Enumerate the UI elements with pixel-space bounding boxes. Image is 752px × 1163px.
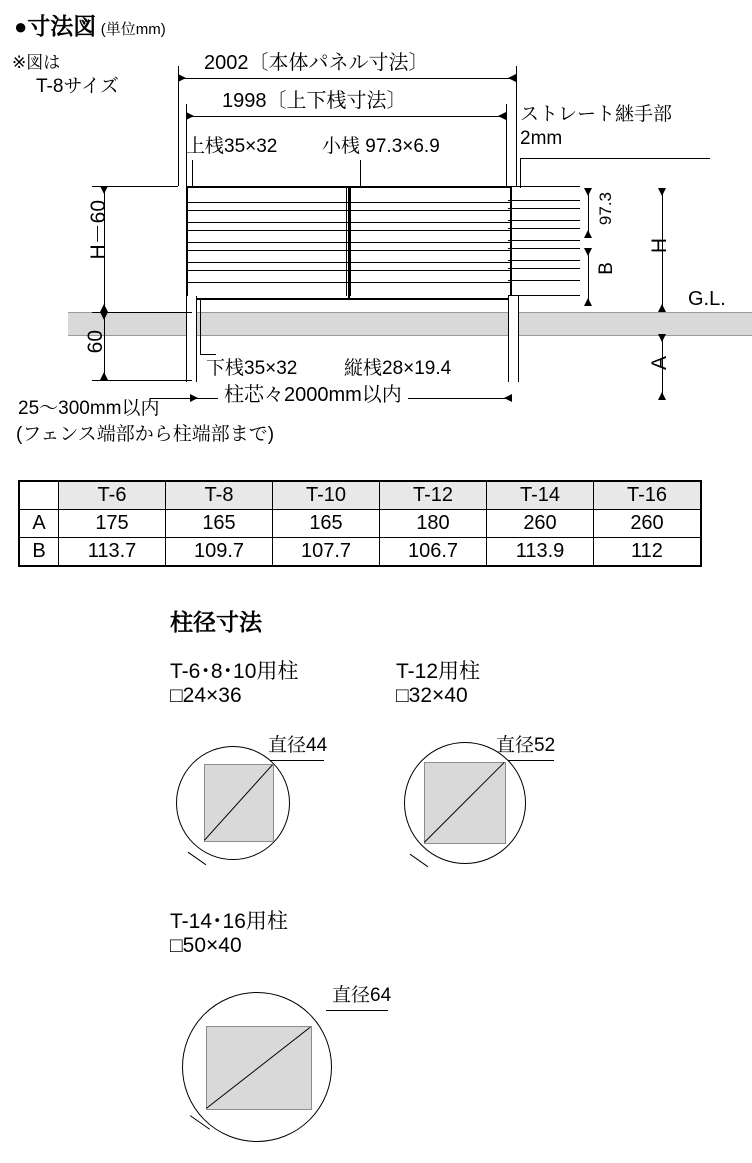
panel-center-post: [346, 186, 347, 296]
table-cell-a-t12: 180: [380, 510, 487, 538]
table-col-t12: T-12: [380, 481, 487, 510]
table-cell-a-t10: 165: [273, 510, 380, 538]
page-title-text: 寸法図: [27, 13, 97, 39]
unit-note: (単位mm): [100, 21, 166, 38]
dim-line-2002: [178, 78, 516, 79]
dim-ext-line-left-outer: [178, 66, 179, 186]
dim-label-A: A: [648, 356, 671, 371]
dim-label-rail-width: 1998〔上下桟寸法〕: [218, 90, 411, 113]
leader-upper-rail: [192, 160, 193, 188]
leader-joint-vertical: [520, 158, 521, 188]
dim-ext-line-right-inner: [506, 104, 507, 186]
post-item-2-square: [424, 762, 506, 844]
post-item-2-name: T-12用柱: [396, 660, 481, 683]
post-item-3-diameter-label: 直径64: [332, 985, 392, 1006]
dim-arrow-top-A: [658, 334, 666, 342]
table-cell-a-t14: 260: [487, 510, 594, 538]
dim-tick-bottom-left: [92, 380, 192, 381]
dim-arrow-bottom-B: [584, 298, 592, 306]
table-row-label-b: B: [19, 538, 59, 567]
post-diameter-section-title: 柱径寸法: [170, 609, 262, 635]
dim-label-B: B: [596, 262, 617, 275]
table-cell-b-t8: 109.7: [166, 538, 273, 567]
table-cell-b-t12: 106.7: [380, 538, 487, 567]
dim-arrow-bottom-hminus60: [100, 304, 108, 312]
leader-lower-rail-h: [200, 354, 216, 355]
post-item-3-size: □50×40: [170, 934, 242, 957]
dim-line-1998: [186, 116, 506, 117]
dim-label-panel-width: 2002〔本体パネル寸法〕: [200, 52, 433, 75]
table-cell-a-t6: 175: [59, 510, 166, 538]
figure-note-line1: ※図は: [12, 53, 61, 72]
label-vertical-rail: 縦桟28×19.4: [344, 358, 452, 379]
dim-arrow-bottom-97-3: [584, 230, 592, 238]
post-item-3-leader: [326, 1010, 388, 1011]
post-item-1-size: □24×36: [170, 684, 242, 707]
dim-arrow-top-60: [100, 312, 108, 320]
ground-level-band: [68, 312, 752, 336]
table-header-row: [19, 481, 701, 510]
fence-panel-right: [348, 186, 512, 300]
label-edge-distance: 25〜300mm以内: [18, 398, 160, 419]
table-cell-b-t14: 113.9: [487, 538, 594, 567]
table-row: [19, 510, 701, 538]
dim-arrow-bottom-A: [658, 392, 666, 400]
post-item-1-leader-2: [188, 852, 207, 865]
post-item-2-size: □32×40: [396, 684, 468, 707]
dim-label-H: H: [648, 238, 671, 254]
table-cell-a-t16: 260: [594, 510, 702, 538]
dim-arrow-left-pitch: [190, 394, 198, 402]
size-spec-table: [18, 480, 702, 567]
post-buried-right: [508, 296, 519, 382]
fence-panel-left: [186, 186, 350, 300]
post-item-3-name: T-14･16用柱: [170, 910, 288, 933]
leader-joint-horizontal: [520, 158, 710, 159]
dim-arrow-bottom-60: [100, 372, 108, 380]
label-edge-distance-note: (フェンス端部から柱端部まで): [16, 424, 275, 445]
dim-arrow-top-B: [584, 248, 592, 256]
table-col-t10: T-10: [273, 481, 380, 510]
post-item-1-square: [204, 764, 274, 842]
fence-elevation-drawing: [0, 0, 752, 460]
table-row-label-a: A: [19, 510, 59, 538]
table-col-t14: T-14: [487, 481, 594, 510]
dim-label-97-3: 97.3: [596, 192, 615, 226]
dim-arrow-top-hminus60: [100, 186, 108, 194]
dim-label-pitch: 柱芯々2000mm以内: [218, 384, 408, 407]
post-item-2-leader-2: [410, 854, 429, 867]
dim-arrow-left-2002: [178, 74, 186, 82]
label-lower-rail: 下桟35×32: [206, 358, 298, 379]
dim-arrow-right-pitch: [504, 394, 512, 402]
table-col-t8: T-8: [166, 481, 273, 510]
table-cell-b-t16: 112: [594, 538, 702, 567]
dim-label-h-minus-60: H－60: [87, 200, 110, 260]
table-row: [19, 538, 701, 567]
post-item-1-name: T-6･8･10用柱: [170, 660, 299, 683]
table-cell-b-t6: 113.7: [59, 538, 166, 567]
fence-panel-continuation: [508, 186, 580, 296]
label-joint-size: 2mm: [520, 128, 563, 149]
table-cell-a-t8: 165: [166, 510, 273, 538]
post-item-1-diameter-label: 直径44: [268, 735, 328, 756]
panel-center-post-2: [350, 186, 351, 296]
label-ground-level: G.L.: [688, 288, 726, 310]
post-item-2-diameter-label: 直径52: [496, 735, 556, 756]
dim-arrow-right-1998: [498, 112, 506, 120]
dim-arrow-bottom-H: [658, 304, 666, 312]
figure-note-line2: T-8サイズ: [36, 76, 119, 97]
dim-arrow-right-2002: [508, 74, 516, 82]
dim-ext-line-right-outer: [516, 66, 517, 186]
leader-lower-rail: [200, 298, 201, 354]
dim-arrow-left-1998: [186, 112, 194, 120]
post-buried-left: [186, 296, 197, 382]
table-corner-cell: [19, 481, 59, 510]
dim-arrow-top-97-3: [584, 188, 592, 196]
table-cell-b-t10: 107.7: [273, 538, 380, 567]
dim-arrow-top-H: [658, 188, 666, 196]
bullet-icon: ●: [14, 14, 28, 39]
label-small-slat: 小桟 97.3×6.9: [322, 136, 440, 157]
table-col-t6: T-6: [59, 481, 166, 510]
label-straight-joint: ストレート継手部: [520, 104, 673, 125]
dim-label-60: 60: [84, 330, 107, 354]
table-col-t16: T-16: [594, 481, 702, 510]
label-upper-rail: 上桟35×32: [186, 136, 278, 157]
